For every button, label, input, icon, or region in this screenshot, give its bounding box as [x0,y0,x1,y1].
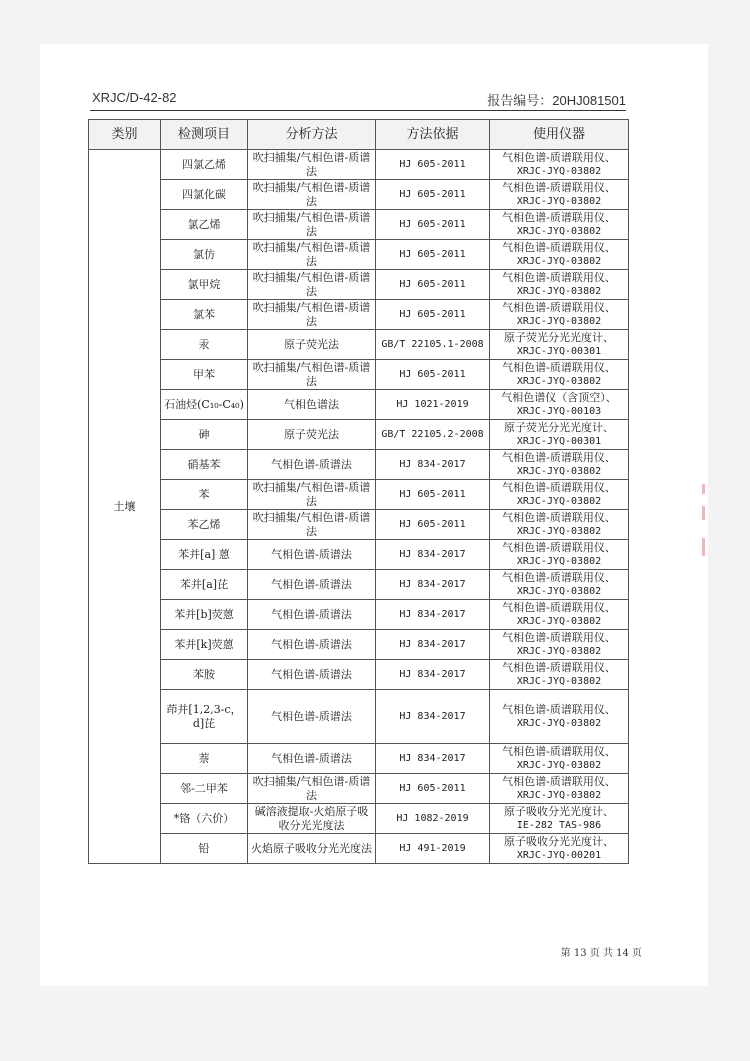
method-cell: 气相色谱-质谱法 [248,660,376,690]
basis-cell: HJ 834-2017 [376,630,490,660]
basis-cell: HJ 605-2011 [376,360,490,390]
item-cell: 萘 [161,744,248,774]
instrument-cell [490,510,629,540]
method-cell: 吹扫捕集/气相色谱-质谱法 [248,270,376,300]
table-row [89,540,629,570]
instrument-id: XRJC-JYQ-03802 [516,255,602,267]
instrument-name: 气相色谱-质谱联用仪、 [502,480,616,494]
item-cell: 硝基苯 [161,450,248,480]
instrument-id: XRJC-JYQ-00301 [516,435,602,447]
item-cell: 砷 [161,420,248,450]
instrument-id: IE-282 TAS-986 [516,819,602,831]
basis-cell: GB/T 22105.1-2008 [376,330,490,360]
table-row [89,744,629,774]
method-cell: 吹扫捕集/气相色谱-质谱法 [248,510,376,540]
table-row [89,774,629,804]
instrument-name: 原子荧光分光光度计、 [504,330,614,344]
instrument-name: 气相色谱-质谱联用仪、 [502,570,616,584]
method-cell: 火焰原子吸收分光光度法 [248,834,376,864]
instrument-id: XRJC-JYQ-03802 [516,555,602,567]
instrument-cell [490,390,629,420]
instrument-name: 气相色谱-质谱联用仪、 [502,180,616,194]
instrument-name: 气相色谱-质谱联用仪、 [502,360,616,374]
method-cell: 吹扫捕集/气相色谱-质谱法 [248,210,376,240]
instrument-cell [490,240,629,270]
item-cell: 邻-二甲苯 [161,774,248,804]
instrument-id: XRJC-JYQ-03802 [516,759,602,771]
item-cell: 四氯化碳 [161,180,248,210]
instrument-cell [490,744,629,774]
col-header-instrument: 使用仪器 [490,120,629,150]
basis-cell: HJ 605-2011 [376,150,490,180]
basis-cell: HJ 834-2017 [376,690,490,744]
method-cell: 气相色谱法 [248,390,376,420]
instrument-id: XRJC-JYQ-00103 [516,405,602,417]
basis-cell: HJ 605-2011 [376,270,490,300]
table-row [89,360,629,390]
method-cell: 气相色谱-质谱法 [248,690,376,744]
instrument-name: 原子荧光分光光度计、 [504,420,614,434]
instrument-name: 气相色谱-质谱联用仪、 [502,240,616,254]
instrument-cell [490,570,629,600]
method-cell: 吹扫捕集/气相色谱-质谱法 [248,150,376,180]
instrument-cell [490,450,629,480]
instrument-name: 气相色谱仪（含顶空）、 [501,390,617,404]
table-row [89,180,629,210]
table-row [89,510,629,540]
item-cell: 苯 [161,480,248,510]
page-number: 第 13 页 共 14 页 [560,948,642,959]
instrument-name: 气相色谱-质谱联用仪、 [502,270,616,284]
table-row [89,210,629,240]
table-row [89,690,629,744]
instrument-cell [490,300,629,330]
method-cell: 原子荧光法 [248,420,376,450]
basis-cell: HJ 1082-2019 [376,804,490,834]
instrument-cell [490,600,629,630]
item-cell: 氯甲烷 [161,270,248,300]
basis-cell: HJ 605-2011 [376,180,490,210]
item-cell: *铬（六价） [161,804,248,834]
instrument-id: XRJC-JYQ-00301 [516,345,602,357]
instrument-cell [490,150,629,180]
stamp-edge-mark [702,538,705,556]
instrument-name: 气相色谱-质谱联用仪、 [502,600,616,614]
item-cell: 苯胺 [161,660,248,690]
table-row [89,390,629,420]
instrument-cell [490,774,629,804]
table-row [89,450,629,480]
item-cell: 铅 [161,834,248,864]
method-cell: 吹扫捕集/气相色谱-质谱法 [248,480,376,510]
instrument-cell [490,540,629,570]
instrument-name: 气相色谱-质谱联用仪、 [502,630,616,644]
instrument-cell [490,330,629,360]
item-cell: 苯并[b]荧蒽 [161,600,248,630]
method-cell: 气相色谱-质谱法 [248,540,376,570]
instrument-id: XRJC-JYQ-03802 [516,495,602,507]
instrument-name: 气相色谱-质谱联用仪、 [502,702,616,716]
table-header-row [89,120,629,150]
basis-cell: HJ 834-2017 [376,450,490,480]
test-method-table [88,119,629,864]
table-row [89,834,629,864]
instrument-id: XRJC-JYQ-03802 [516,315,602,327]
table-row [89,330,629,360]
instrument-cell [490,804,629,834]
table-row [89,630,629,660]
basis-cell: HJ 605-2011 [376,510,490,540]
instrument-id: XRJC-JYQ-03802 [516,789,602,801]
method-cell: 气相色谱-质谱法 [248,450,376,480]
col-header-item: 检测项目 [161,120,248,150]
basis-cell: HJ 834-2017 [376,660,490,690]
method-cell: 气相色谱-质谱法 [248,630,376,660]
col-header-basis: 方法依据 [376,120,490,150]
instrument-id: XRJC-JYQ-03802 [516,615,602,627]
instrument-id: XRJC-JYQ-03802 [516,585,602,597]
method-cell: 气相色谱-质谱法 [248,600,376,630]
col-header-category: 类别 [89,120,161,150]
basis-cell: HJ 605-2011 [376,210,490,240]
instrument-name: 气相色谱-质谱联用仪、 [502,744,616,758]
basis-cell: HJ 834-2017 [376,744,490,774]
instrument-name: 气相色谱-质谱联用仪、 [502,540,616,554]
instrument-name: 气相色谱-质谱联用仪、 [502,510,616,524]
instrument-cell [490,210,629,240]
instrument-name: 原子吸收分光光度计、 [504,834,614,848]
stamp-edge-mark [702,506,705,520]
instrument-cell [490,630,629,660]
item-cell: 苯并[k]荧蒽 [161,630,248,660]
method-cell: 碱溶液提取-火焰原子吸收分光光度法 [248,804,376,834]
method-cell: 吹扫捕集/气相色谱-质谱法 [248,360,376,390]
table-body [89,150,629,864]
instrument-id: XRJC-JYQ-03802 [516,375,602,387]
basis-cell: HJ 605-2011 [376,240,490,270]
instrument-id: XRJC-JYQ-03802 [516,165,602,177]
basis-cell: HJ 834-2017 [376,540,490,570]
method-cell: 原子荧光法 [248,330,376,360]
instrument-name: 气相色谱-质谱联用仪、 [502,450,616,464]
item-cell: 氯苯 [161,300,248,330]
basis-cell: HJ 834-2017 [376,570,490,600]
instrument-cell [490,690,629,744]
instrument-id: XRJC-JYQ-03802 [516,717,602,729]
basis-cell: HJ 491-2019 [376,834,490,864]
basis-cell: HJ 1021-2019 [376,390,490,420]
item-cell: 氯乙烯 [161,210,248,240]
item-cell: 苯并[a] 蒽 [161,540,248,570]
item-cell: 氯仿 [161,240,248,270]
stamp-edge-mark [702,484,705,494]
document-code: XRJC/D-42-82 [92,90,177,105]
item-cell: 甲苯 [161,360,248,390]
table-row [89,804,629,834]
basis-cell: GB/T 22105.2-2008 [376,420,490,450]
item-cell: 苯并[a]芘 [161,570,248,600]
instrument-name: 气相色谱-质谱联用仪、 [502,210,616,224]
table-row [89,240,629,270]
instrument-name: 气相色谱-质谱联用仪、 [502,774,616,788]
instrument-name: 原子吸收分光光度计、 [504,804,614,818]
instrument-id: XRJC-JYQ-03802 [516,195,602,207]
method-cell: 吹扫捕集/气相色谱-质谱法 [248,180,376,210]
basis-cell: HJ 605-2011 [376,774,490,804]
table-row [89,270,629,300]
instrument-cell [490,660,629,690]
instrument-cell [490,180,629,210]
instrument-id: XRJC-JYQ-03802 [516,465,602,477]
report-number: 报告编号：20HJ081501 [487,93,626,108]
basis-cell: HJ 605-2011 [376,300,490,330]
instrument-id: XRJC-JYQ-03802 [516,285,602,297]
item-cell: 苯乙烯 [161,510,248,540]
table-row [89,600,629,630]
instrument-id: XRJC-JYQ-03802 [516,675,602,687]
instrument-cell [490,480,629,510]
table-row [89,150,629,180]
item-cell: 石油烃(C₁₀-C₄₀) [161,390,248,420]
instrument-cell [490,360,629,390]
basis-cell: HJ 605-2011 [376,480,490,510]
instrument-id: XRJC-JYQ-03802 [516,645,602,657]
col-header-method: 分析方法 [248,120,376,150]
instrument-name: 气相色谱-质谱联用仪、 [502,660,616,674]
table-row [89,660,629,690]
instrument-name: 气相色谱-质谱联用仪、 [502,300,616,314]
instrument-cell [490,420,629,450]
category-cell: 土壤 [89,150,161,864]
table-row [89,570,629,600]
basis-cell: HJ 834-2017 [376,600,490,630]
instrument-name: 气相色谱-质谱联用仪、 [502,150,616,164]
method-cell: 吹扫捕集/气相色谱-质谱法 [248,300,376,330]
table-row [89,300,629,330]
item-cell: 茚并[1,2,3-c，d]芘 [161,690,248,744]
item-cell: 汞 [161,330,248,360]
item-cell: 四氯乙烯 [161,150,248,180]
method-cell: 气相色谱-质谱法 [248,744,376,774]
instrument-id: XRJC-JYQ-03802 [516,525,602,537]
table-row [89,480,629,510]
instrument-cell [490,270,629,300]
instrument-cell [490,834,629,864]
method-cell: 吹扫捕集/气相色谱-质谱法 [248,240,376,270]
header-rule [90,110,626,111]
method-cell: 气相色谱-质谱法 [248,570,376,600]
method-cell: 吹扫捕集/气相色谱-质谱法 [248,774,376,804]
table-row [89,420,629,450]
instrument-id: XRJC-JYQ-03802 [516,225,602,237]
instrument-id: XRJC-JYQ-00201 [516,849,602,861]
